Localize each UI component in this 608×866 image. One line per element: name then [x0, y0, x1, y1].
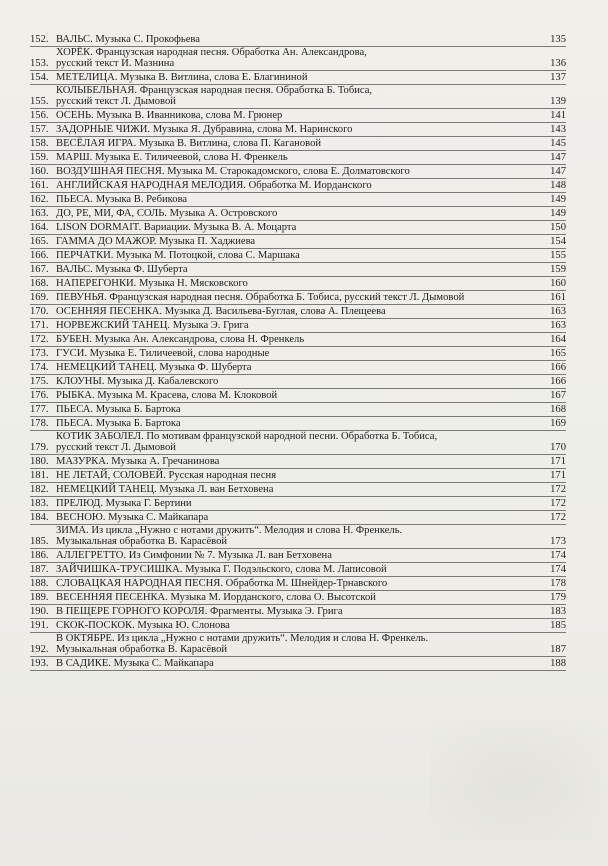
toc-row — [30, 619, 566, 633]
toc-number: 163. — [30, 208, 49, 219]
page-shadow — [430, 720, 600, 840]
toc-title — [56, 138, 532, 149]
toc-row — [30, 263, 566, 277]
toc-page-number: 167 — [550, 390, 566, 401]
toc-row — [30, 235, 566, 249]
toc-title-line: БУБЕН. Музыка Ан. Александрова, слова Н. Френкель — [56, 334, 305, 345]
toc-title — [56, 512, 532, 523]
toc-title — [56, 578, 532, 589]
toc-row — [30, 469, 566, 483]
toc-title — [56, 633, 532, 655]
toc-number: 191. — [30, 620, 49, 631]
toc-title — [56, 564, 532, 575]
toc-row — [30, 577, 566, 591]
toc-title-line: ЗИМА. Из цикла „Нужно с нотами дружить“. Мелодия и слова Н. Френкель. — [56, 525, 403, 536]
toc-number: 175. — [30, 376, 49, 387]
toc-title-line: русский текст Л. Дымовой — [56, 96, 176, 107]
toc-number: 152. — [30, 34, 49, 45]
toc-page-number: 148 — [550, 180, 566, 191]
toc-title-line: ПРЕЛЮД. Музыка Г. Бертини — [56, 498, 192, 509]
toc-title-line: РЫБКА. Музыка М. Красева, слова М. Клоковой — [56, 390, 278, 401]
toc-title-line: ОСЕННЯЯ ПЕСЕНКА. Музыка Д. Васильева-Буглая, слова А. Плещеева — [56, 306, 386, 317]
toc-title — [56, 236, 532, 247]
toc-page-number: 188 — [550, 658, 566, 669]
toc-number: 178. — [30, 418, 49, 429]
toc-row — [30, 207, 566, 221]
toc-row — [30, 85, 566, 109]
toc-page-number: 149 — [550, 208, 566, 219]
toc-title-line: АНГЛИЙСКАЯ НАРОДНАЯ МЕЛОДИЯ. Обработка М. Иорданского — [56, 180, 372, 191]
toc-title-line: НЕ ЛЕТАЙ, СОЛОВЕЙ. Русская народная песня — [56, 470, 277, 481]
toc-page-number: 136 — [550, 58, 566, 69]
toc-title — [56, 166, 532, 177]
toc-row — [30, 591, 566, 605]
toc-number: 156. — [30, 110, 49, 121]
toc-number: 179. — [30, 442, 49, 453]
toc-row — [30, 525, 566, 549]
toc-number: 153. — [30, 58, 49, 69]
toc-title — [56, 456, 532, 467]
toc-number: 172. — [30, 334, 49, 345]
toc-title-line: ЗАЙЧИШКА-ТРУСИШКА. Музыка Г. Подэльского, слова М. Лаписовой — [56, 564, 387, 575]
toc-title — [56, 152, 532, 163]
toc-number: 189. — [30, 592, 49, 603]
toc-row — [30, 221, 566, 235]
toc-page-number: 166 — [550, 362, 566, 373]
toc-title-line: ВАЛЬС. Музыка Ф. Шуберта — [56, 264, 188, 275]
toc-row — [30, 389, 566, 403]
toc-title — [56, 180, 532, 191]
toc-page-number: 155 — [550, 250, 566, 261]
toc-row — [30, 277, 566, 291]
toc-title — [56, 334, 532, 345]
toc-title-line: КОТИК ЗАБОЛЕЛ. По мотивам французской народной песни. Обработка Б. Тобиса, — [56, 431, 438, 442]
toc-row — [30, 151, 566, 165]
toc-page-number: 166 — [550, 376, 566, 387]
toc-row — [30, 305, 566, 319]
toc-row — [30, 497, 566, 511]
toc-title — [56, 606, 532, 617]
toc-page-number: 171 — [550, 456, 566, 467]
toc-row — [30, 319, 566, 333]
toc-title-line: НАПЕРЕГОНКИ. Музыка Н. Мясковского — [56, 278, 248, 289]
toc-page-number: 145 — [550, 138, 566, 149]
toc-row — [30, 123, 566, 137]
toc-title-line: ВЕСНОЮ. Музыка С. Майкапара — [56, 512, 209, 523]
toc-row — [30, 33, 566, 47]
toc-number: 159. — [30, 152, 49, 163]
toc-title-line: В САДИКЕ. Музыка С. Майкапара — [56, 658, 214, 669]
toc-number: 184. — [30, 512, 49, 523]
toc-number: 176. — [30, 390, 49, 401]
toc-page-number: 150 — [550, 222, 566, 233]
toc-page-number: 174 — [550, 564, 566, 575]
toc-number: 192. — [30, 644, 49, 655]
toc-title-line: В ОКТЯБРЕ. Из цикла „Нужно с нотами дружить“. Мелодия и слова Н. Френкель. — [56, 633, 429, 644]
toc-number: 158. — [30, 138, 49, 149]
toc-title-line: ДО, РЕ, МИ, ФА, СОЛЬ. Музыка А. Островского — [56, 208, 278, 219]
toc-number: 185. — [30, 536, 49, 547]
toc-row — [30, 71, 566, 85]
table-of-contents — [30, 33, 566, 671]
toc-title — [56, 470, 532, 481]
toc-number: 188. — [30, 578, 49, 589]
toc-page-number: 147 — [550, 152, 566, 163]
toc-title-line: ХОРЁК. Французская народная песня. Обработка Ан. Александрова, — [56, 47, 367, 58]
toc-number: 183. — [30, 498, 49, 509]
toc-row — [30, 657, 566, 671]
toc-page-number: 137 — [550, 72, 566, 83]
toc-title-line: ПЬЕСА. Музыка В. Ребикова — [56, 194, 188, 205]
toc-page-number: 135 — [550, 34, 566, 45]
toc-title-line: ГАММА ДО МАЖОР. Музыка П. Хаджиева — [56, 236, 256, 247]
toc-title — [56, 194, 532, 205]
toc-title — [56, 306, 532, 317]
toc-number: 171. — [30, 320, 49, 331]
toc-title-line: Музыкальная обработка В. Карасёвой — [56, 536, 228, 547]
toc-title — [56, 418, 532, 429]
toc-title-line: Музыкальная обработка В. Карасёвой — [56, 644, 228, 655]
toc-number: 161. — [30, 180, 49, 191]
toc-title-line: КОЛЫБЕЛЬНАЯ. Французская народная песня. Обработка Б. Тобиса, — [56, 85, 373, 96]
toc-page-number: 139 — [550, 96, 566, 107]
toc-title — [56, 592, 532, 603]
toc-title — [56, 658, 532, 669]
toc-title-line: МАЗУРКА. Музыка А. Гречанинова — [56, 456, 220, 467]
toc-title-line: ПЕВУНЬЯ. Французская народная песня. Обработка Б. Тобиса, русский текст Л. Дымовой — [56, 292, 465, 303]
toc-row — [30, 375, 566, 389]
toc-number: 177. — [30, 404, 49, 415]
toc-title-line: ВОЗДУШНАЯ ПЕСНЯ. Музыка М. Старокадомского, слова Е. Долматовского — [56, 166, 410, 177]
toc-row — [30, 165, 566, 179]
toc-page-number: 161 — [550, 292, 566, 303]
toc-title — [56, 222, 532, 233]
toc-title-line: АЛЛЕГРЕТТО. Из Симфонии № 7. Музыка Л. ван Бетховена — [56, 550, 332, 561]
toc-title — [56, 431, 532, 453]
toc-title-line: ОСЕНЬ. Музыка В. Иванникова, слова М. Грюнер — [56, 110, 283, 121]
toc-number: 169. — [30, 292, 49, 303]
toc-title — [56, 404, 532, 415]
toc-page-number: 141 — [550, 110, 566, 121]
toc-row — [30, 549, 566, 563]
toc-number: 170. — [30, 306, 49, 317]
toc-row — [30, 455, 566, 469]
toc-number: 160. — [30, 166, 49, 177]
toc-page-number: 172 — [550, 512, 566, 523]
toc-page-number: 185 — [550, 620, 566, 631]
toc-number: 157. — [30, 124, 49, 135]
toc-title — [56, 620, 532, 631]
toc-number: 155. — [30, 96, 49, 107]
toc-row — [30, 47, 566, 71]
toc-page-number: 173 — [550, 536, 566, 547]
toc-title — [56, 550, 532, 561]
toc-title — [56, 376, 532, 387]
toc-number: 180. — [30, 456, 49, 467]
toc-row — [30, 417, 566, 431]
toc-page-number: 178 — [550, 578, 566, 589]
toc-title — [56, 390, 532, 401]
toc-row — [30, 291, 566, 305]
toc-title-line: ГУСИ. Музыка Е. Тиличеевой, слова народные — [56, 348, 270, 359]
toc-number: 165. — [30, 236, 49, 247]
toc-title — [56, 348, 532, 359]
toc-title — [56, 208, 532, 219]
toc-row — [30, 511, 566, 525]
toc-page-number: 165 — [550, 348, 566, 359]
toc-title — [56, 362, 532, 373]
toc-title — [56, 250, 532, 261]
toc-title-line: СКОК-ПОСКОК. Музыка Ю. Слонова — [56, 620, 230, 631]
toc-title-line: LISON DORMAIT. Вариации. Музыка В. А. Моцарта — [56, 222, 297, 233]
toc-number: 164. — [30, 222, 49, 233]
toc-number: 187. — [30, 564, 49, 575]
toc-row — [30, 347, 566, 361]
toc-title-line: МЕТЕЛИЦА. Музыка В. Витлина, слова Е. Благининой — [56, 72, 308, 83]
toc-page-number: 172 — [550, 498, 566, 509]
toc-page-number: 168 — [550, 404, 566, 415]
toc-row — [30, 249, 566, 263]
toc-page-number: 183 — [550, 606, 566, 617]
toc-page-number: 143 — [550, 124, 566, 135]
toc-number: 162. — [30, 194, 49, 205]
toc-page-number: 172 — [550, 484, 566, 495]
toc-row — [30, 333, 566, 347]
toc-number: 154. — [30, 72, 49, 83]
toc-number: 174. — [30, 362, 49, 373]
toc-title-line: МАРШ. Музыка Е. Тиличеевой, слова Н. Френкель — [56, 152, 288, 163]
toc-title — [56, 124, 532, 135]
toc-page-number: 149 — [550, 194, 566, 205]
toc-page-number: 171 — [550, 470, 566, 481]
toc-title-line: русский текст Л. Дымовой — [56, 442, 176, 453]
toc-title-line: В ПЕЩЕРЕ ГОРНОГО КОРОЛЯ. Фрагменты. Музыка Э. Грига — [56, 606, 343, 617]
toc-number: 186. — [30, 550, 49, 561]
toc-number: 193. — [30, 658, 49, 669]
toc-row — [30, 431, 566, 455]
toc-title-line: КЛОУНЫ. Музыка Д. Кабалевского — [56, 376, 219, 387]
toc-row — [30, 633, 566, 657]
toc-page-number: 187 — [550, 644, 566, 655]
toc-row — [30, 109, 566, 123]
toc-title-line: ПЕРЧАТКИ. Музыка М. Потоцкой, слова С. Маршака — [56, 250, 300, 261]
toc-title-line: НОРВЕЖСКИЙ ТАНЕЦ. Музыка Э. Грига — [56, 320, 249, 331]
toc-row — [30, 137, 566, 151]
toc-number: 190. — [30, 606, 49, 617]
toc-title — [56, 498, 532, 509]
toc-row — [30, 179, 566, 193]
toc-title-line: ВЕСЁЛАЯ ИГРА. Музыка В. Витлина, слова П. Кагановой — [56, 138, 322, 149]
toc-title-line: НЕМЕЦКИЙ ТАНЕЦ. Музыка Ф. Шуберта — [56, 362, 252, 373]
toc-page-number: 169 — [550, 418, 566, 429]
toc-title-line: русский текст И. Мазнина — [56, 58, 175, 69]
toc-page-number: 160 — [550, 278, 566, 289]
toc-row — [30, 563, 566, 577]
toc-page-number: 163 — [550, 306, 566, 317]
toc-title — [56, 292, 532, 303]
toc-number: 182. — [30, 484, 49, 495]
toc-page-number: 164 — [550, 334, 566, 345]
toc-number: 173. — [30, 348, 49, 359]
toc-title — [56, 525, 532, 547]
toc-title — [56, 47, 532, 69]
toc-page-number: 147 — [550, 166, 566, 177]
toc-title — [56, 484, 532, 495]
toc-title — [56, 110, 532, 121]
toc-row — [30, 483, 566, 497]
toc-row — [30, 361, 566, 375]
toc-title — [56, 72, 532, 83]
toc-page-number: 154 — [550, 236, 566, 247]
toc-page-number: 179 — [550, 592, 566, 603]
toc-row — [30, 605, 566, 619]
toc-page-number: 159 — [550, 264, 566, 275]
toc-title-line: ЗАДОРНЫЕ ЧИЖИ. Музыка Я. Дубравина, слова М. Наринского — [56, 124, 353, 135]
toc-page-number: 174 — [550, 550, 566, 561]
toc-title — [56, 34, 532, 45]
toc-number: 166. — [30, 250, 49, 261]
toc-title — [56, 264, 532, 275]
toc-row — [30, 403, 566, 417]
toc-title-line: ПЬЕСА. Музыка Б. Бартока — [56, 404, 181, 415]
toc-title — [56, 278, 532, 289]
toc-title-line: ВАЛЬС. Музыка С. Прокофьева — [56, 34, 200, 45]
toc-page-number: 163 — [550, 320, 566, 331]
toc-title-line: ВЕСЕННЯЯ ПЕСЕНКА. Музыка М. Иорданского, слова О. Высотской — [56, 592, 376, 603]
toc-page-number: 170 — [550, 442, 566, 453]
toc-title-line: НЕМЕЦКИЙ ТАНЕЦ. Музыка Л. ван Бетховена — [56, 484, 274, 495]
toc-title-line: ПЬЕСА. Музыка Б. Бартока — [56, 418, 181, 429]
toc-row — [30, 193, 566, 207]
toc-number: 168. — [30, 278, 49, 289]
toc-number: 167. — [30, 264, 49, 275]
toc-title — [56, 320, 532, 331]
toc-title — [56, 85, 532, 107]
toc-number: 181. — [30, 470, 49, 481]
toc-title-line: СЛОВАЦКАЯ НАРОДНАЯ ПЕСНЯ. Обработка М. Шнейдер-Трнавского — [56, 578, 388, 589]
